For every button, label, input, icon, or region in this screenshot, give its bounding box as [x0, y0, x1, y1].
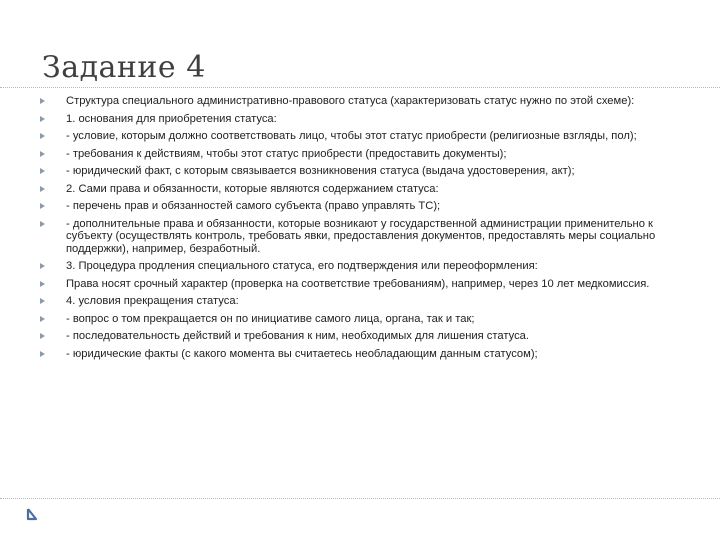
triangle-right-icon [40, 333, 45, 339]
top-divider [0, 87, 720, 88]
list-item [40, 200, 680, 213]
triangle-right-icon [40, 298, 45, 304]
list-item [40, 348, 680, 361]
triangle-right-icon [40, 186, 45, 192]
triangle-right-icon [40, 281, 45, 287]
list-item [40, 295, 680, 308]
bottom-divider [0, 498, 720, 499]
list-item-text: - вопрос о том прекращается он по инициативе самого лица, органа, так и так; [66, 312, 475, 325]
list-item [40, 183, 680, 196]
slide-title: Задание 4 [42, 50, 206, 85]
list-item [40, 313, 680, 326]
list-item [40, 148, 680, 161]
list-item-text: 1. основания для приобретения статуса: [66, 112, 277, 125]
triangle-right-icon [40, 133, 45, 139]
list-item [40, 95, 680, 108]
list-item-text: 4. условия прекращения статуса: [66, 295, 239, 307]
triangle-right-icon [40, 116, 45, 122]
triangle-right-icon [40, 98, 45, 104]
list-item [40, 165, 680, 178]
bullet-list [40, 95, 680, 365]
triangle-right-icon [40, 221, 45, 227]
list-item-text: - юридические факты (с какого момента вы считаетесь необладающим данным статусом); [66, 347, 538, 360]
triangle-right-icon [40, 151, 45, 157]
list-item [40, 130, 680, 143]
list-item [40, 260, 680, 273]
list-item-text: 2. Сами права и обязанности, которые являются содержанием статуса: [66, 182, 439, 195]
corner-arrow-icon [26, 507, 38, 521]
list-item [40, 278, 680, 291]
list-item-text: - последовательность действий и требования к ним, необходимых для лишения статуса. [66, 330, 529, 342]
triangle-right-icon [40, 316, 45, 322]
triangle-right-icon [40, 263, 45, 269]
list-item [40, 218, 680, 256]
list-item-text: 3. Процедура продления специального статуса, его подтверждения или переоформления: [66, 260, 538, 272]
triangle-right-icon [40, 351, 45, 357]
list-item-text: - дополнительные права и обязанности, которые возникают у государственной администрации применительно к субъекту (осуществлять контроль, требовать явки, предоставления документов, предоставлять меры социально поддержки), например, безработный. [66, 217, 656, 255]
list-item-text: Права носят срочный характер (проверка на соответствие требованиям), например, через 10 лет медкомиссия. [66, 277, 650, 290]
list-item-text: - перечень прав и обязанностей самого субъекта (право управлять ТС); [66, 200, 441, 212]
triangle-right-icon [40, 203, 45, 209]
list-item-text: - юридический факт, с которым связывается возникновения статуса (выдача удостоверения, акт); [66, 165, 575, 177]
list-item [40, 330, 680, 343]
list-item-text: - требования к действиям, чтобы этот статус приобрести (предоставить документы); [66, 147, 507, 160]
triangle-right-icon [40, 168, 45, 174]
list-item-text: - условие, которым должно соответствовать лицо, чтобы этот статус приобрести (религиозные взгляды, пол); [66, 130, 637, 142]
list-item [40, 113, 680, 126]
list-item-text: Структура специального административно-правового статуса (характеризовать статус нужно по этой схеме): [66, 95, 635, 107]
